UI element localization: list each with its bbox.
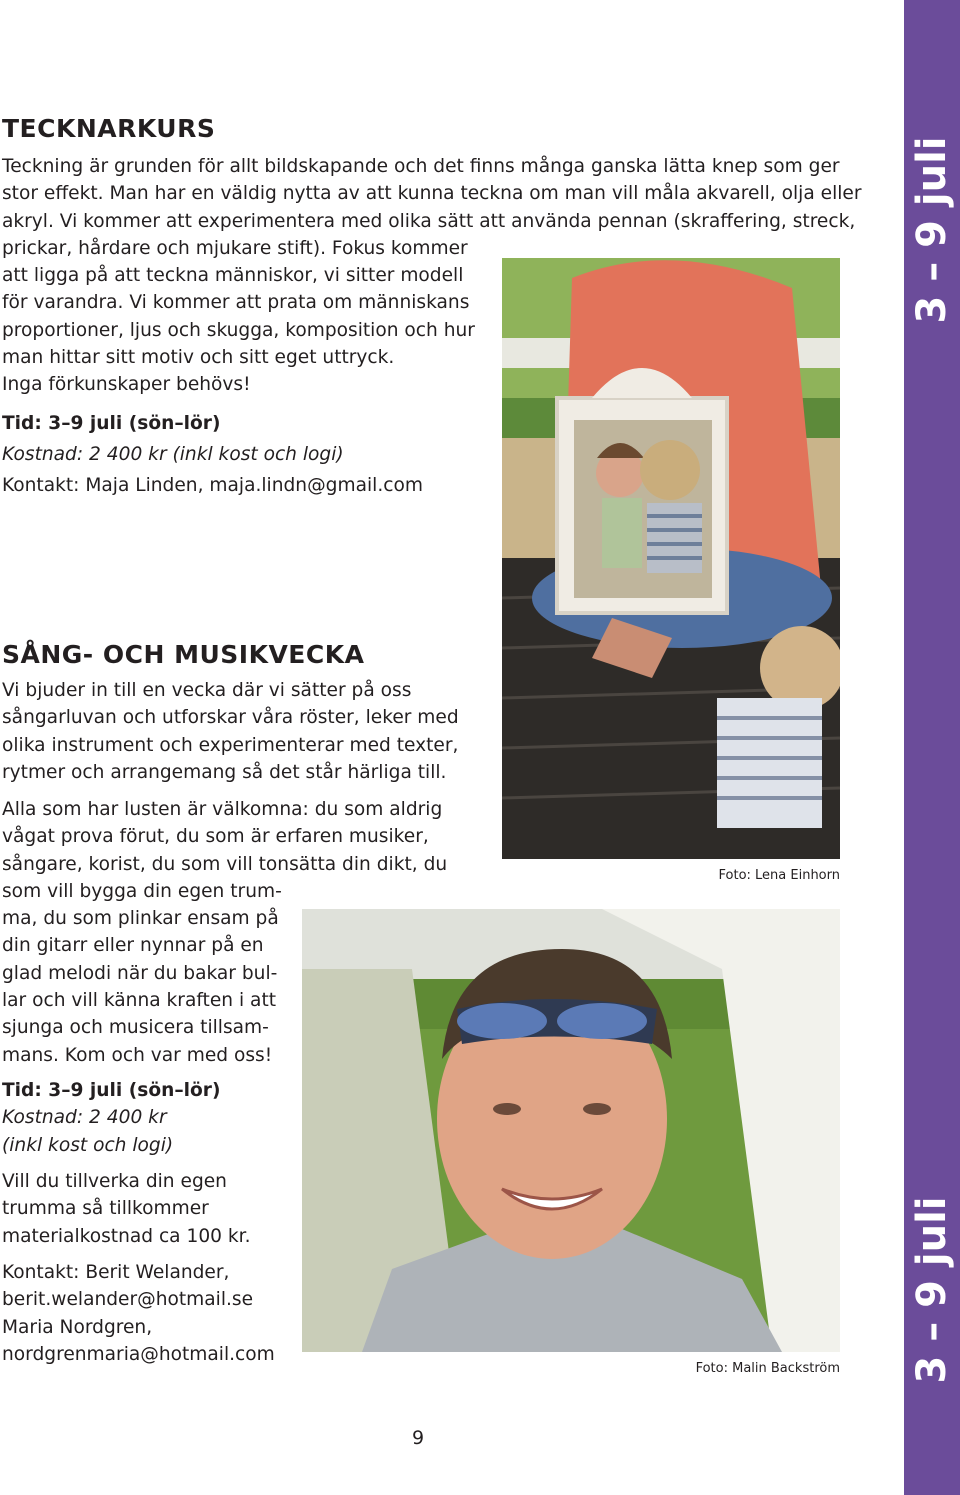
- text-line: materialkostnad ca 100 kr.: [2, 1225, 251, 1247]
- text-line: akryl. Vi kommer att experimentera med olika sätt att använda pennan (skraffering, streck,: [2, 210, 856, 232]
- side-band-date-top: 3 – 9 juli: [909, 136, 955, 324]
- musikvecka-material-note: [2, 1168, 251, 1250]
- text-line: för varandra. Vi kommer att prata om människans: [2, 292, 470, 314]
- section-title-tecknarkurs: TECKNARKURS: [2, 114, 216, 143]
- text-line: som vill bygga din egen trum-: [2, 880, 282, 902]
- text-line: din gitarr eller nynnar på en: [2, 935, 264, 957]
- photo-caption-lena: Foto: Lena Einhorn: [718, 868, 840, 883]
- photo-smiling-person: [302, 909, 840, 1352]
- tecknarkurs-details: [2, 408, 423, 501]
- text-line: sångarluvan och utforskar våra röster, leker med: [2, 707, 459, 729]
- text-line: mans. Kom och var med oss!: [2, 1044, 273, 1066]
- text-line: Alla som har lusten är välkomna: du som aldrig: [2, 799, 443, 820]
- text-line: Vill du tillverka din egen: [2, 1171, 227, 1192]
- text-line: trumma så tillkommer: [2, 1198, 209, 1220]
- course-cost-note: (inkl kost och logi): [2, 1134, 174, 1156]
- page-number: 9: [412, 1427, 425, 1449]
- photo-mirror-children: [502, 258, 840, 859]
- course-time: Tid: 3–9 juli (sön–lör): [2, 413, 221, 434]
- text-line: Inga förkunskaper behövs!: [2, 374, 251, 396]
- text-line: proportioner, ljus och skugga, komposition och hur: [2, 319, 475, 341]
- text-line: sjunga och musicera tillsam-: [2, 1017, 269, 1039]
- text-line: nordgrenmaria@hotmail.com: [2, 1343, 275, 1365]
- course-cost: Kostnad: 2 400 kr (inkl kost och logi): [2, 444, 344, 465]
- text-line: Vi bjuder in till en vecka där vi sätter på oss: [2, 680, 412, 701]
- text-line: stor effekt. Man har en väldig nytta av att kunna teckna om man vill måla akvarell, olja eller: [2, 183, 862, 205]
- text-line: glad melodi när du bakar bul-: [2, 962, 278, 984]
- text-line: rytmer och arrangemang så det står härliga till.: [2, 761, 447, 783]
- text-line: olika instrument och experimenterar med texter,: [2, 734, 459, 756]
- text-line: man hittar sitt motiv och sitt eget uttryck.: [2, 347, 395, 369]
- text-line: sångare, korist, du som vill tonsätta din dikt, du: [2, 853, 448, 875]
- course-time: Tid: 3–9 juli (sön–lör): [2, 1080, 221, 1101]
- text-line: Maria Nordgren,: [2, 1316, 153, 1338]
- text-line: ma, du som plinkar ensam på: [2, 908, 279, 930]
- musikvecka-details: [2, 1077, 220, 1159]
- musikvecka-contact: [2, 1259, 275, 1368]
- photo-caption-malin: Foto: Malin Backström: [695, 1361, 840, 1376]
- text-line: Kontakt: Berit Welander,: [2, 1262, 230, 1283]
- musikvecka-intro: [2, 677, 459, 786]
- text-line: Teckning är grunden för allt bildskapande och det finns många ganska lätta knep som ger: [2, 156, 840, 177]
- course-cost: Kostnad: 2 400 kr: [2, 1107, 167, 1129]
- text-line: lar och vill känna kraften i att: [2, 990, 277, 1012]
- course-contact: Kontakt: Maja Linden, maja.lindn@gmail.com: [2, 475, 423, 496]
- text-line: berit.welander@hotmail.se: [2, 1289, 254, 1311]
- text-line: vågat prova förut, du som är erfaren musiker,: [2, 826, 429, 848]
- text-line: prickar, hårdare och mjukare stift). Fokus kommer: [2, 237, 468, 259]
- side-band-date-bottom: 3 – 9 juli: [909, 1196, 955, 1384]
- text-line: att ligga på att teckna människor, vi sitter modell: [2, 265, 464, 287]
- section-title-sang-och-musikvecka: SÅNG- OCH MUSIKVECKA: [2, 640, 365, 669]
